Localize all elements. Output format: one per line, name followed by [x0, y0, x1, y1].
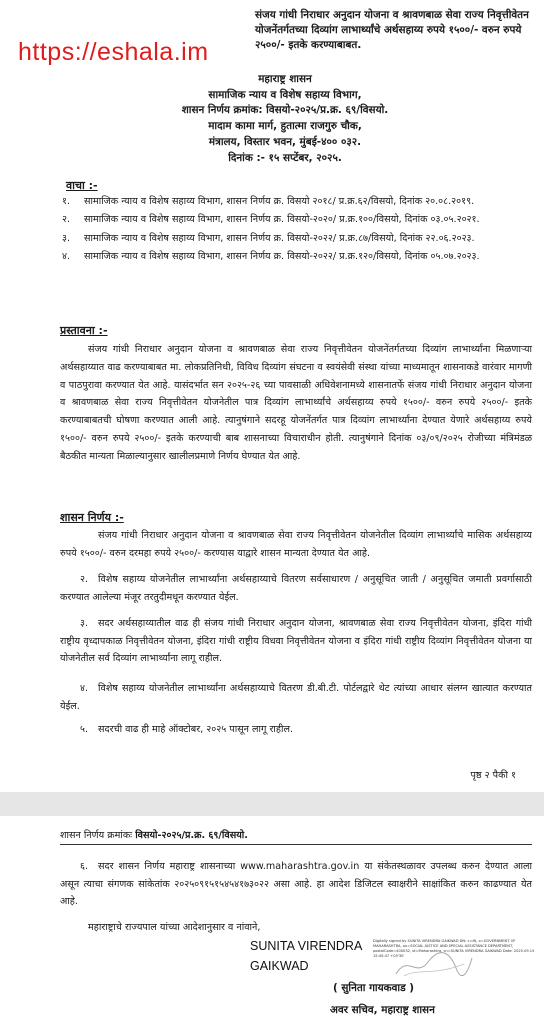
paragraph-number: ३.: [80, 618, 89, 629]
reference-value: विसयो-२०२५/प्र.क्र. ६९/विसयो.: [135, 830, 248, 841]
reads-item-number: ४.: [62, 251, 71, 263]
header-address-line2: मंत्रालय, विस्तार भवन, मुंबई-४०० ०३२.: [208, 135, 362, 148]
reads-item-text: सामाजिक न्याय व विशेष सहाय्य विभाग, शासन निर्णय क्र. विसयो-२०२२/ प्र.क्र.८७/विसयो, दिनांक २२.०६.२०२३.: [84, 232, 475, 244]
document-subject: संजय गांधी निराधार अनुदान योजना व श्रावणबाळ सेवा राज्य निवृत्तीवेतन योजनेंतर्गतच्या दिव्यांग लाभार्थ्यांचे अर्थसहाय्य रुपये १५००/- वरुन रुपये २५००/- इतके करण्याबाबत.: [255, 9, 529, 51]
digital-signature-name: [250, 936, 362, 976]
signature-name-line2: GAIKWAD: [250, 959, 309, 973]
paragraph-text: सदर अर्थसहाय्यातील वाढ ही संजय गांधी निराधार अनुदान योजना, श्रावणबाळ सेवा राज्य निवृत्तीवेतन योजना, इंदिरा गांधी राष्ट्रीय वृध्दापकाळ निवृत्तीवेतन योजना, इंदिरा गांधी राष्ट्रीय विधवा निवृत्तीवेतन योजना व इंदिरा गांधी राष्ट्रीय दिव्यांग निवृत्तीवेतन योजना या योजनेतील सर्व दिव्यांग लाभार्थ्यांना लागू राहील.: [60, 618, 532, 664]
page-separator: [0, 792, 544, 816]
paragraph-number: ४.: [80, 683, 89, 694]
decision-paragraph-6: [60, 858, 532, 911]
decision-paragraph-1: [60, 527, 532, 562]
reads-item-number: ३.: [62, 232, 71, 244]
reads-item-text: सामाजिक न्याय व विशेष सहाय्य विभाग, शासन निर्णय क्र. विसयो २०१८/ प्र.क्र.६२/विसयो, दिनांक २०.०८.२०१९.: [84, 196, 475, 207]
reads-item-text: सामाजिक न्याय व विशेष सहाय्य विभाग, शासन निर्णय क्र. विसयो-२०२०/ प्र.क्र.१००/विसयो, दिनांक ०३.०५.२०२१.: [84, 214, 480, 226]
reads-item: [60, 213, 526, 227]
intro-paragraph: [60, 341, 532, 466]
header-government: महाराष्ट्र शासन: [258, 73, 312, 85]
reads-item-number: २.: [62, 214, 71, 226]
digital-signature-details: Digitally signed by SUNITA VIRENDRA GAIKWAD DN: c=IN, o=GOVERNMENT OF MAHARASHTRA, ou=SOCIAL JUSTICE AND SPECIAL ASSISTANCE DEPARTMENT, postalCode=400032, st=Maharashtra, cn=SUNITA VIRENDRA GAIKWAD Date: 2025.09.15 15:45:47 +05'30': [373, 939, 535, 958]
decision-paragraph-1-text: संजय गांधी निराधार अनुदान योजना व श्रावणबाळ सेवा राज्य निवृत्तीवेतन योजनेतील दिव्यांग लाभार्थ्यांचे मासिक अर्थसहाय्य रुपये १५००/- वरुन दरमहा रुपये २५००/- करण्यास याद्वारे शासन मान्यता देण्यात येत आहे.: [60, 530, 532, 559]
header-resolution-number: शासन निर्णय क्रमांक: विसयो-२०२५/प्र.क्र. ६९/विसयो.: [181, 104, 389, 117]
reference-label: शासन निर्णय क्रमांकः: [60, 830, 133, 841]
reference-divider: [60, 844, 532, 845]
header-date: दिनांक :- १५ सप्टेंबर, २०२५.: [228, 151, 342, 164]
watermark-link[interactable]: https://eshala.im: [18, 38, 209, 66]
paragraph-number: ५.: [80, 724, 89, 735]
reads-heading: वाचा :-: [66, 179, 98, 192]
decision-paragraph-3: [60, 615, 532, 668]
paragraph-number: ६.: [80, 861, 89, 872]
officer-designation: अवर सचिव, महाराष्ट्र शासन: [330, 1004, 435, 1016]
governor-order-line: महाराष्ट्राचे राज्यपाल यांच्या आदेशानुसार व नांवाने,: [88, 922, 261, 933]
paragraph-text: सदर शासन निर्णय महाराष्ट्र शासनाच्या www.maharashtra.gov.in या संकेतस्थळावर उपलब्ध करुन देण्यात आला असून त्याचा संगणक सांकेतांक २०२५०९१५१५४५४१७३०२२ असा आहे. हा आदेश डिजिटल स्वाक्षरीने साक्षांकित करुन काढण्यात येत आहे.: [60, 861, 532, 907]
officer-name: ( सुनिता गायकवाड ): [333, 982, 415, 994]
header-address-line1: मादाम कामा मार्ग, हुतात्मा राजगुरु चौक,: [208, 120, 362, 133]
resolution-reference: [60, 828, 248, 841]
paragraph-number: २.: [80, 574, 89, 585]
document-page-2: [0, 816, 544, 1024]
reads-item-number: १.: [62, 196, 71, 207]
reads-item: [60, 195, 526, 209]
paragraph-text: सदरची वाढ ही माहे ऑक्टोबर, २०२५ पासून लागू राहील.: [98, 724, 294, 735]
page-number: पृष्ठ २ पैकी १: [470, 770, 516, 781]
reads-list: [60, 195, 526, 269]
paragraph-text: विशेष सहाय्य योजनेतील लाभार्थ्यांना अर्थसहाय्याचे वितरण डी.बी.टी. पोर्टलद्वारे थेट त्यांच्या आधार संलग्न खात्यात करण्यात येईल.: [60, 683, 532, 712]
signature-name-line1: SUNITA VIRENDRA: [250, 939, 363, 953]
department-header: [150, 72, 420, 166]
decision-paragraph-4: [60, 680, 532, 715]
intro-heading: प्रस्तावना :-: [60, 324, 108, 337]
header-department: सामाजिक न्याय व विशेष सहाय्य विभाग,: [208, 88, 362, 101]
decision-paragraph-5: [60, 721, 532, 739]
reads-item: [60, 250, 526, 264]
reads-item: [60, 232, 526, 246]
paragraph-text: विशेष सहाय्य योजनेतील लाभार्थ्यांना अर्थसहाय्याचे वितरण सर्वसाधारण / अनुसूचित जाती / अनुसूचित जमाती प्रवर्गासाठी करण्यात आलेल्या मंजूर तरतुदीमधून करण्यात येईल.: [60, 574, 532, 603]
reads-item-text: सामाजिक न्याय व विशेष सहाय्य विभाग, शासन निर्णय क्र. विसयो-२०२२/ प्र.क्र.१२०/विसयो, दिनांक ०५.०७.२०२३.: [84, 251, 480, 263]
decision-heading: शासन निर्णय :-: [60, 511, 124, 524]
intro-text: संजय गांधी निराधार अनुदान योजना व श्रावणबाळ सेवा राज्य निवृत्तीवेतन योजनेंतर्गतच्या दिव्यांग लाभार्थ्यांना मिळणाऱ्या अर्थसहाय्यात वाढ करण्याबाबत मा. लोकप्रतिनिधी, विविध दिव्यांग संघटना व स्वयंसेवी संस्था यांच्या माध्यमातून शासनाकडे वारंवार मागणी व पाठपुरावा करण्यात येत आहे. यासंदर्भात सन २०२५-२६ च्या पावसाळी अधिवेशनामध्ये शासनातर्फे संजय गांधी निराधार अनुदान योजना व श्रावणबाळ सेवा राज्य निवृत्तीवेतन योजनेतील पात्र दिव्यांग लाभार्थ्यांचे अर्थसहाय्य रुपये १५००/- वरुन रुपये २५००/- इतके करण्याबाबतची घोषणा करण्यात आली आहे. त्यानुषंगाने सदरहू योजनेंतर्गत पात्र दिव्यांग लाभार्थ्यांना देण्यात येणारे अर्थसहाय्य रुपये १५००/- वरुन रुपये २५००/- इतके करण्याची बाब शासनाच्या विचाराधीन होती. त्यानुषंगाने दिनांक ०३/०९/२०२५ रोजीच्या मंत्रिमंडळ बैठकीत मान्यता मिळाल्यानुसार खालीलप्रमाणे निर्णय घेण्यात येत आहे.: [60, 344, 532, 462]
decision-paragraph-2: [60, 571, 532, 606]
